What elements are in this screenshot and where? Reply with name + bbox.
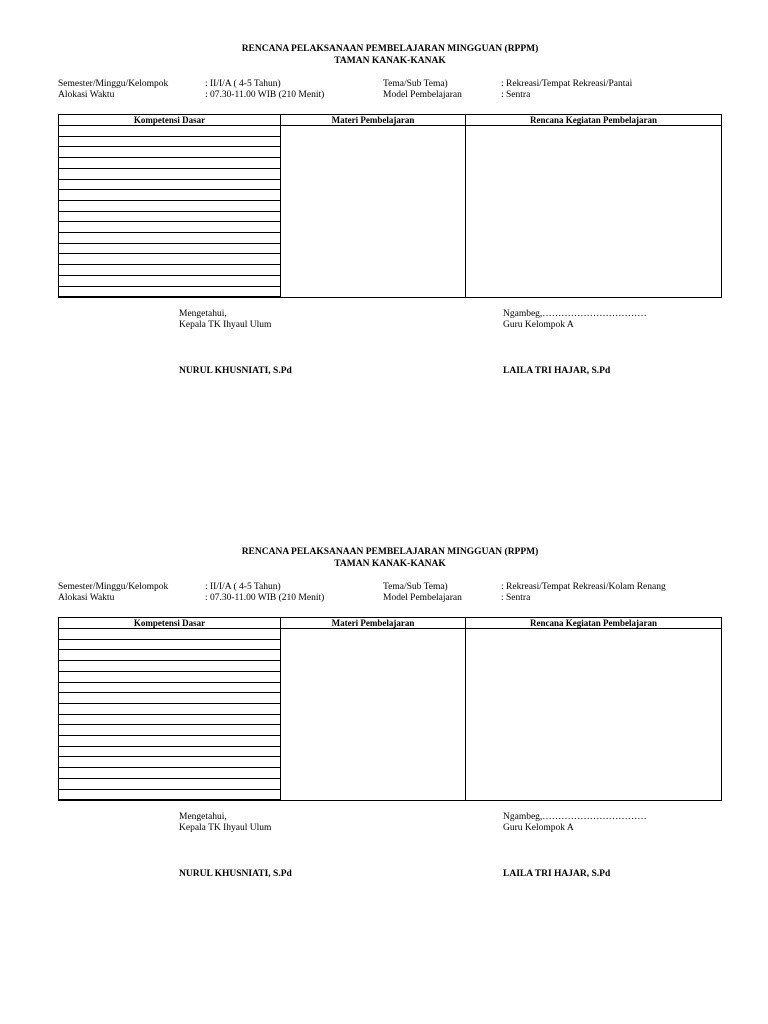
kompetensi-dasar-row-line [59, 639, 280, 640]
semester-value: : II/I/A ( 4-5 Tahun) [205, 79, 281, 89]
kompetensi-dasar-row-line [59, 789, 280, 790]
alokasi-label: Alokasi Waktu [58, 593, 115, 603]
kompetensi-dasar-row-line [59, 221, 280, 222]
kompetensi-dasar-row-line [59, 146, 280, 147]
tema-label: Tema/Sub Tema) [383, 79, 448, 89]
header-divider [59, 125, 721, 126]
header-materi-pembelajaran: Materi Pembelajaran [331, 115, 415, 125]
kompetensi-dasar-row-line [59, 778, 280, 779]
kompetensi-dasar-row-line [59, 189, 280, 190]
model-label: Model Pembelajaran [383, 593, 462, 603]
alokasi-value: : 07.30-11.00 WIB (210 Menit) [205, 593, 325, 603]
kompetensi-dasar-row-line [59, 682, 280, 683]
rppm-table [58, 114, 722, 298]
model-label: Model Pembelajaran [383, 90, 462, 100]
kompetensi-dasar-row-line [59, 671, 280, 672]
tema-value: : Rekreasi/Tempat Rekreasi/Pantai [501, 79, 633, 89]
signature-left-line2: Kepala TK Ihyaul Ulum [179, 320, 272, 330]
column-divider [465, 618, 466, 800]
column-divider [280, 115, 281, 297]
header-divider [59, 628, 721, 629]
signature-right-name: LAILA TRI HAJAR, S.Pd [503, 366, 611, 376]
signature-left-name: NURUL KHUSNIATI, S.Pd [179, 366, 292, 376]
signature-right-line2: Guru Kelompok A [503, 320, 574, 330]
tema-value: : Rekreasi/Tempat Rekreasi/Kolam Renang [501, 582, 666, 592]
alokasi-value: : 07.30-11.00 WIB (210 Menit) [205, 90, 325, 100]
kompetensi-dasar-row-line [59, 692, 280, 693]
tema-label: Tema/Sub Tema) [383, 582, 448, 592]
semester-label: Semester/Minggu/Kelompok [58, 582, 169, 592]
kompetensi-dasar-row-line [59, 232, 280, 233]
header-materi-pembelajaran: Materi Pembelajaran [331, 618, 415, 628]
kompetensi-dasar-row-line [59, 200, 280, 201]
kompetensi-dasar-row-line [59, 243, 280, 244]
kompetensi-dasar-row-line [59, 264, 280, 265]
kompetensi-dasar-row-line [59, 724, 280, 725]
kompetensi-dasar-row-line [59, 253, 280, 254]
column-divider [465, 115, 466, 297]
alokasi-label: Alokasi Waktu [58, 90, 115, 100]
document-subtitle: TAMAN KANAK-KANAK [334, 559, 446, 569]
kompetensi-dasar-row-line [59, 756, 280, 757]
header-rencana-kegiatan: Rencana Kegiatan Pembelajaran [530, 115, 657, 125]
kompetensi-dasar-row-line [59, 211, 280, 212]
kompetensi-dasar-row-line [59, 286, 280, 287]
kompetensi-dasar-row-line [59, 157, 280, 158]
kompetensi-dasar-row-line [59, 746, 280, 747]
header-rencana-kegiatan: Rencana Kegiatan Pembelajaran [530, 618, 657, 628]
kompetensi-dasar-row-line [59, 714, 280, 715]
signature-left-name: NURUL KHUSNIATI, S.Pd [179, 869, 292, 879]
header-kompetensi-dasar: Kompetensi Dasar [133, 618, 206, 628]
semester-value: : II/I/A ( 4-5 Tahun) [205, 582, 281, 592]
signature-right-name: LAILA TRI HAJAR, S.Pd [503, 869, 611, 879]
kompetensi-dasar-row-line [59, 296, 280, 297]
kompetensi-dasar-row-line [59, 275, 280, 276]
kompetensi-dasar-row-line [59, 735, 280, 736]
rppm-section-2 [0, 503, 768, 879]
kompetensi-dasar-row-line [59, 703, 280, 704]
header-kompetensi-dasar: Kompetensi Dasar [133, 115, 206, 125]
kompetensi-dasar-row-line [59, 649, 280, 650]
kompetensi-dasar-row-line [59, 767, 280, 768]
signature-left-line2: Kepala TK Ihyaul Ulum [179, 823, 272, 833]
model-value: : Sentra [501, 593, 531, 603]
document-title: RENCANA PELAKSANAAN PEMBELAJARAN MINGGUAN (RPPM) [241, 547, 539, 557]
rppm-section-1 [0, 0, 768, 376]
signature-left-line1: Mengetahui, [179, 309, 227, 319]
rppm-table [58, 617, 722, 801]
document-subtitle: TAMAN KANAK-KANAK [334, 56, 446, 66]
kompetensi-dasar-row-line [59, 799, 280, 800]
kompetensi-dasar-row-line [59, 168, 280, 169]
column-divider [280, 618, 281, 800]
signature-right-line1: Ngambeg,…………………………… [503, 309, 647, 319]
semester-label: Semester/Minggu/Kelompok [58, 79, 169, 89]
document-title: RENCANA PELAKSANAAN PEMBELAJARAN MINGGUAN (RPPM) [241, 44, 539, 54]
signature-right-line1: Ngambeg,…………………………… [503, 812, 647, 822]
kompetensi-dasar-row-line [59, 179, 280, 180]
kompetensi-dasar-row-line [59, 660, 280, 661]
signature-left-line1: Mengetahui, [179, 812, 227, 822]
signature-right-line2: Guru Kelompok A [503, 823, 574, 833]
kompetensi-dasar-row-line [59, 136, 280, 137]
model-value: : Sentra [501, 90, 531, 100]
